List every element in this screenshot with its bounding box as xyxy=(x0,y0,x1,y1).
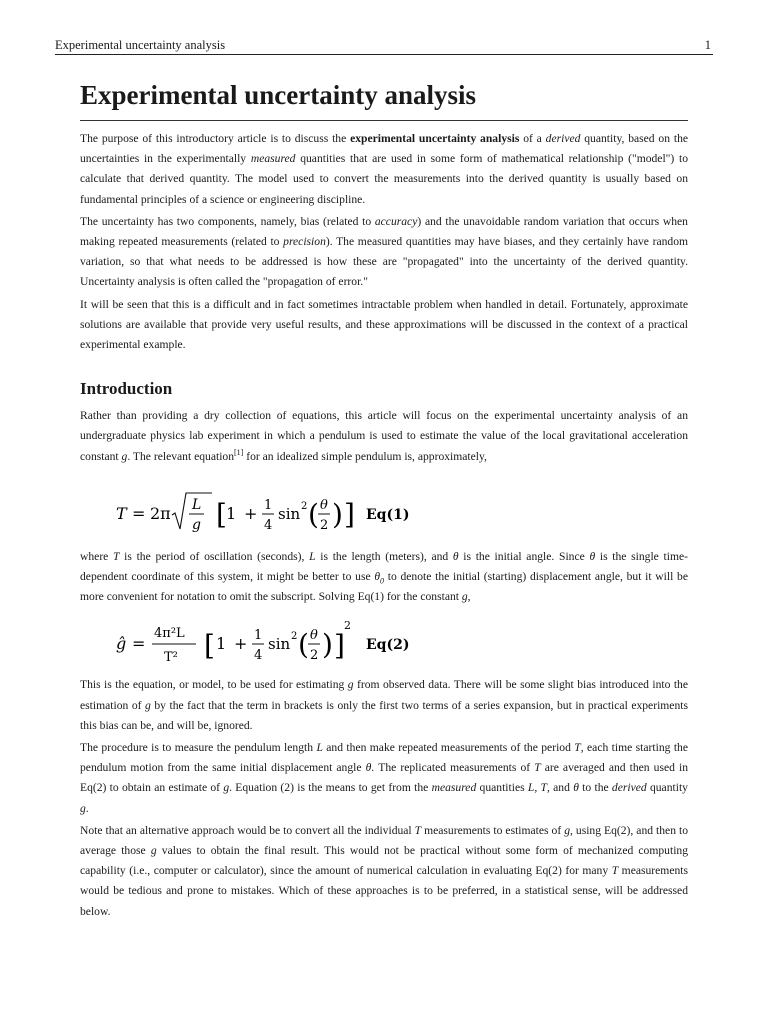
italic-term: T xyxy=(574,741,581,755)
equation-1 xyxy=(112,473,432,543)
text-run: measurements would be tedious and prone to mistakes. Which of these approaches is to be preferred, in a statistical sense, will be addressed below. xyxy=(80,864,688,918)
italic-term: T xyxy=(414,823,422,837)
subscript: 0 xyxy=(380,576,385,586)
eq1-bracket-open: [ xyxy=(216,497,227,531)
text-run: for an idealized simple pendulum is, approximately, xyxy=(243,449,487,463)
intro-paragraph-1 xyxy=(80,129,688,210)
italic-term: derived xyxy=(545,132,581,145)
eq2-one: 1 xyxy=(216,634,227,654)
italic-term: T xyxy=(113,549,120,563)
introduction-paragraph-2 xyxy=(80,547,688,608)
article-body xyxy=(80,76,688,922)
text-run: values to obtain the final result. This would not be practical without some form of mechanized computing capability (i.e., computer or calculator), since the amount of numerical calculation in evaluating Eq(2) for many xyxy=(80,844,689,878)
eq2-paren-close: ) xyxy=(322,628,333,662)
text-run: , each time starting the pendulum motion from the same initial displacement angle xyxy=(80,741,688,775)
eq1-quarter-denominator: 4 xyxy=(264,517,273,533)
text-run: to the xyxy=(578,781,612,795)
text-run: where xyxy=(80,549,114,563)
italic-term: L xyxy=(309,549,316,563)
eq2-quarter-numerator: 1 xyxy=(254,628,263,644)
eq2-two: 2 xyxy=(310,648,319,664)
page-number: 1 xyxy=(704,38,711,52)
eq1-bracket-close: ] xyxy=(344,497,355,531)
text-run: quantity, based on the uncertainties in the experimentally xyxy=(80,132,689,166)
text-run: is the initial angle. Since xyxy=(458,549,590,563)
text-run: The purpose of this introductory article is to discuss the xyxy=(80,132,351,145)
text-run: is the length (meters), and xyxy=(315,549,453,563)
text-run: . xyxy=(85,801,89,815)
text-run: are averaged and then used in Eq(2) to obtain an estimate of xyxy=(80,761,688,795)
eq1-sqrt-denominator: g xyxy=(192,516,201,533)
introduction-paragraph-3 xyxy=(80,675,688,736)
eq2-lhs: ĝ xyxy=(116,634,127,654)
text-run: Note that an alternative approach would be to convert all the individual xyxy=(80,823,415,837)
text-run: , and xyxy=(546,781,574,795)
eq2-equals: = xyxy=(132,634,146,654)
eq2-denominator: T² xyxy=(164,650,178,666)
italic-term: g xyxy=(121,449,128,463)
eq1-theta: θ xyxy=(320,497,328,513)
eq1-equals: = xyxy=(132,503,146,523)
text-run: . The replicated measurements of xyxy=(371,761,535,775)
eq1-label: Eq(1) xyxy=(366,506,410,523)
italic-term: θ xyxy=(365,761,372,775)
text-run: The uncertainty has two components, namely, bias (related to xyxy=(80,214,375,228)
text-run: . The relevant equation xyxy=(127,449,235,463)
eq1-paren-close: ) xyxy=(332,497,343,531)
italic-term: measured xyxy=(250,152,296,166)
text-run: The procedure is to measure the pendulum length xyxy=(80,741,317,755)
eq2-bracket-open: [ xyxy=(204,629,215,663)
italic-term: g xyxy=(347,678,354,692)
citation-link[interactable]: [1] xyxy=(234,447,244,457)
text-run: Rather than providing a dry collection of equations, this article will focus on the experimental uncertainty analysis of an undergraduate physics lab experiment in which a pendulum is used to estimate the value of the local gravitational acceleration constant xyxy=(80,409,688,463)
text-run: quantities xyxy=(476,781,528,795)
italic-term: g xyxy=(461,590,468,604)
italic-term: precision xyxy=(283,235,326,249)
text-run: ) and the unavoidable random variation that occurs when making repeated measurements (related to xyxy=(80,214,688,249)
introduction-paragraph-4 xyxy=(80,738,688,819)
text-run: of a xyxy=(519,132,546,145)
italic-term: θ xyxy=(374,570,381,584)
italic-term: T xyxy=(534,761,541,775)
text-run: is the period of oscillation (seconds), xyxy=(119,549,310,563)
equation-2 xyxy=(112,609,432,671)
text-run: , xyxy=(534,781,541,795)
text-run: to denote the initial (starting) displacement angle, but it will be more convenient for notation to omit the subscript. Solving Eq(1) for the constant xyxy=(80,570,688,604)
running-header xyxy=(55,36,713,55)
running-title: Experimental uncertainty analysis xyxy=(55,38,226,52)
italic-term: L xyxy=(527,781,535,795)
introduction-paragraph-5 xyxy=(80,821,688,922)
text-run: , xyxy=(467,590,471,604)
eq2-sin-power: 2 xyxy=(291,631,298,643)
eq1-sin: sin xyxy=(278,504,301,523)
eq2-sin: sin xyxy=(268,635,291,654)
italic-term: θ xyxy=(452,549,459,563)
text-run: quantities that are used in some form of mathematical relationship ("model") to calculate that derived quantity. The model used to convert the measurements into the derived quantity is usually based on fundamental principles of a science or engineering discipline. xyxy=(80,152,689,206)
text-run: by the fact that the term in brackets is only the first two terms of a series expansion, but in practical experiments this bias can be, and will be, ignored. xyxy=(80,698,688,732)
eq2-numerator: 4π²L xyxy=(154,626,185,642)
italic-term: g xyxy=(564,823,571,837)
text-run: and then make repeated measurements of the period xyxy=(322,741,575,755)
eq2-label: Eq(2) xyxy=(366,637,410,654)
italic-term: θ xyxy=(573,781,579,795)
page-title: Experimental uncertainty analysis xyxy=(80,76,688,121)
italic-term: θ xyxy=(589,549,596,563)
italic-term: T xyxy=(611,864,619,878)
introduction-paragraph-1 xyxy=(80,406,688,467)
eq1-sqrt-numerator: L xyxy=(192,496,202,513)
intro-paragraph-3: It will be seen that this is a difficult and in fact sometimes intractable problem when handled in detail. Fortunately, approximate solutions are available that provide very useful results, and these approximations will be discussed in the context of a practical experimental example. xyxy=(80,297,688,352)
text-run: This is the equation, or model, to be used for estimating xyxy=(80,678,348,692)
eq2-bracket-close: ] xyxy=(334,629,345,663)
eq2-outer-power: 2 xyxy=(344,619,351,633)
text-run: , using Eq(2), and then to average those xyxy=(80,823,689,858)
eq2-plus: + xyxy=(234,634,248,654)
text-run: is the single time-dependent coordinate of this system, it might be better to use xyxy=(80,549,688,584)
eq1-two: 2 xyxy=(320,517,329,533)
italic-term: L xyxy=(316,741,323,755)
italic-term: g xyxy=(150,844,157,858)
text-run: ). The measured quantities may have biases, and they certainly have random variation, so that what needs to be addressed is how these are "propagated" into the uncertainty of the derived quantity. Uncertainty analysis is often called the "propagation of error." xyxy=(80,235,689,289)
text-run: from observed data. There will be some slight bias introduced into the estimation of xyxy=(80,678,688,712)
text-run: . Equation (2) is the means to get from the xyxy=(229,781,432,795)
italic-term: accuracy xyxy=(374,214,418,228)
intro-paragraph-2 xyxy=(80,212,688,293)
text-run: measurements to estimates of xyxy=(421,823,565,837)
eq2-theta: θ xyxy=(310,628,318,644)
italic-term: T xyxy=(540,781,547,795)
eq1-lhs: T xyxy=(116,503,127,523)
italic-term: g xyxy=(223,781,230,795)
italic-term: derived xyxy=(611,781,647,795)
section-heading-introduction: Introduction xyxy=(80,379,173,399)
eq1-plus: + xyxy=(244,503,258,523)
eq1-paren-open: ( xyxy=(308,497,319,531)
text-run: quantity xyxy=(646,781,688,795)
eq1-coefficient: 2π xyxy=(150,503,171,523)
eq1-quarter-numerator: 1 xyxy=(264,497,273,513)
eq1-sin-power: 2 xyxy=(301,500,308,512)
eq2-paren-open: ( xyxy=(298,628,309,662)
bold-term: experimental uncertainty analysis xyxy=(350,132,520,145)
italic-term: measured xyxy=(431,781,477,795)
italic-term: g xyxy=(145,698,151,712)
italic-term: g xyxy=(80,801,86,815)
eq2-quarter-denominator: 4 xyxy=(254,648,263,664)
eq1-one: 1 xyxy=(226,503,237,523)
